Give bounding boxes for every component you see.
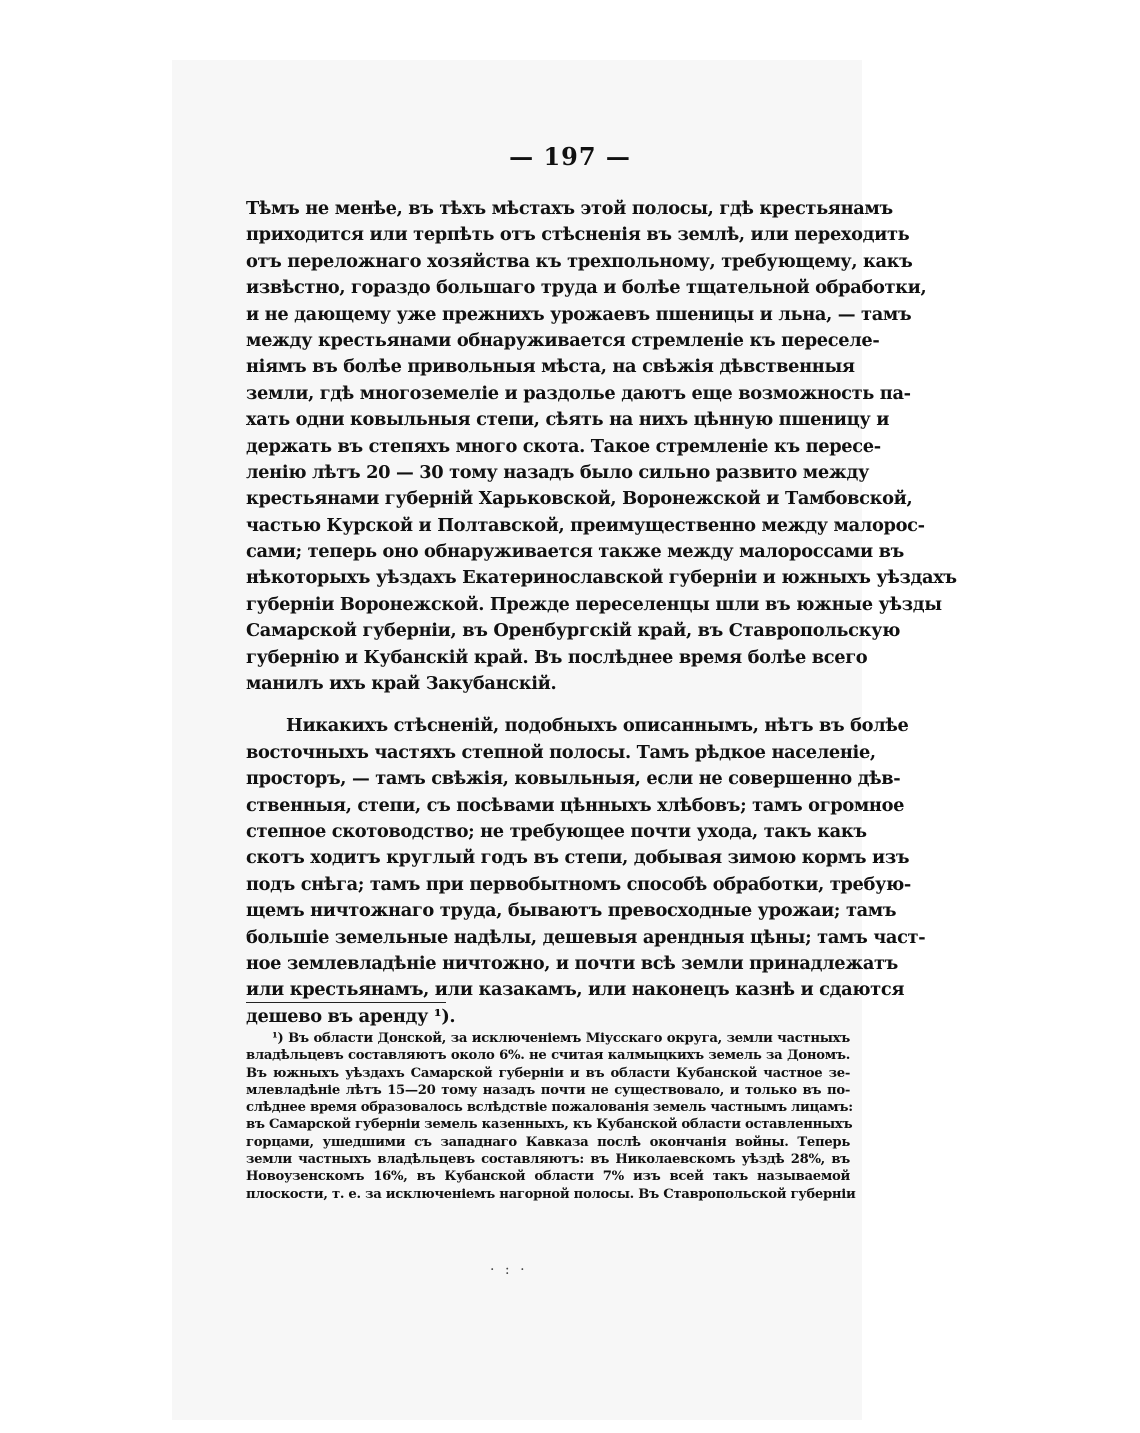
- text-line: Никакихъ стѣсненій, подобныхъ описаннымъ, нѣтъ въ болѣе: [286, 715, 909, 737]
- footnote-line: горцами, ушедшими съ западнаго Кавказа послѣ окончанія войны. Теперь: [246, 1134, 850, 1150]
- paragraph-2: [246, 713, 926, 1030]
- text-line: отъ переложнаго хозяйства къ трехпольному, требующему, какъ: [246, 250, 913, 272]
- text-line: манилъ ихъ край Закубанскій.: [246, 673, 557, 695]
- text-line: щемъ ничтожнаго труда, бываютъ превосходные урожаи; тамъ: [246, 900, 897, 922]
- page-number: — 197 —: [509, 142, 631, 171]
- text-line: губерніи Воронежской. Прежде переселенцы шли въ южные уѣзды: [246, 593, 942, 615]
- text-line: степное скотоводство; не требующее почти ухода, такъ какъ: [246, 820, 867, 842]
- paragraph-1: [246, 196, 957, 697]
- scan-specks: · : ·: [490, 1262, 528, 1278]
- footnote-line: Въ южныхъ уѣздахъ Самарской губерніи и въ области Кубанской частное зе-: [246, 1065, 850, 1081]
- text-line: и не дающему уже прежнихъ урожаевъ пшеницы и льна, — тамъ: [246, 303, 912, 325]
- paragraph-gap: [246, 697, 850, 713]
- text-line: земли, гдѣ многоземеліе и раздолье даютъ еще возможность па-: [246, 382, 911, 404]
- text-line: Тѣмъ не менѣе, въ тѣхъ мѣстахъ этой полосы, гдѣ крестьянамъ: [246, 198, 893, 219]
- text-line: большіе земельные надѣлы, дешевыя арендныя цѣны; тамъ част-: [246, 926, 926, 948]
- text-line: извѣстно, гораздо большаго труда и болѣе тщательной обработки,: [246, 277, 927, 299]
- footnote-line: владѣльцевъ составляютъ около 6%. не считая калмыцкихъ земель за Дономъ.: [246, 1048, 850, 1064]
- text-line: восточныхъ частяхъ степной полосы. Тамъ рѣдкое населеніе,: [246, 741, 876, 763]
- text-line: частью Курской и Полтавской, преимущественно между малорос-: [246, 514, 925, 536]
- text-line: сами; теперь оно обнаруживается также между малороссами въ: [246, 541, 904, 563]
- footnote-line: млевладѣніе лѣтъ 15—20 тому назадъ почти не существовало, и только въ по-: [246, 1082, 850, 1098]
- text-line: ленію лѣтъ 20 — 30 тому назадъ было сильно развито между: [246, 461, 869, 483]
- text-line: ное землевладѣніе ничтожно, и почти всѣ земли принадлежатъ: [246, 952, 898, 974]
- footnote-separator: [246, 1002, 446, 1003]
- text-line: между крестьянами обнаруживается стремленіе къ переселе-: [246, 329, 880, 351]
- footnote-line: плоскости, т. е. за исключеніемъ нагорной полосы. Въ Ставропольской губерніи: [246, 1186, 856, 1202]
- footnote-line: въ Самарской губерніи земель казенныхъ, къ Кубанской области оставленныхъ: [246, 1117, 853, 1133]
- text-line: ніямъ въ болѣе привольныя мѣста, на свѣжія дѣвственныя: [246, 356, 855, 378]
- text-line: ственныя, степи, съ посѣвами цѣнныхъ хлѣбовъ; тамъ огромное: [246, 794, 905, 816]
- text-line: или крестьянамъ, или казакамъ, или наконецъ казнѣ и сдаются: [246, 979, 905, 1001]
- text-line: приходится или терпѣть отъ стѣсненія въ землѣ, или переходить: [246, 224, 910, 246]
- text-line: просторъ, — тамъ свѣжія, ковыльныя, если не совершенно дѣв-: [246, 768, 901, 790]
- text-line: Самарской губерніи, въ Оренбургскій край, въ Ставропольскую: [246, 620, 901, 642]
- footnote-line: слѣднее время образовалось вслѣдствіе пожалованія земель частнымъ лицамъ:: [246, 1100, 853, 1116]
- footnote-line: Новоузенскомъ 16%, въ Кубанской области 7% изъ всей такъ называемой: [246, 1169, 850, 1185]
- text-line: хать одни ковыльныя степи, сѣять на нихъ цѣнную пшеницу и: [246, 409, 890, 431]
- text-line: губернію и Кубанскій край. Въ послѣднее время болѣе всего: [246, 646, 868, 668]
- text-line: держать въ степяхъ много скота. Такое стремленіе къ пересе-: [246, 435, 881, 457]
- text-line: подъ снѣга; тамъ при первобытномъ способѣ обработки, требую-: [246, 873, 911, 895]
- text-line: нѣкоторыхъ уѣздахъ Екатеринославской губерніи и южныхъ уѣздахъ: [246, 567, 957, 589]
- text-line: скотъ ходитъ круглый годъ въ степи, добывая зимою кормъ изъ: [246, 847, 910, 869]
- footnote-line: земли частныхъ владѣльцевъ составляютъ: въ Николаевскомъ уѣздѣ 28%, въ: [246, 1152, 850, 1168]
- main-text: [246, 196, 957, 1030]
- text-line: дешево въ аренду ¹).: [246, 1005, 456, 1027]
- footnote-line: ¹) Въ области Донской, за исключеніемъ Міусскаго округа, земли частныхъ: [272, 1031, 850, 1046]
- footnotes: [246, 1030, 856, 1203]
- text-line: крестьянами губерній Харьковской, Воронежской и Тамбовской,: [246, 488, 913, 510]
